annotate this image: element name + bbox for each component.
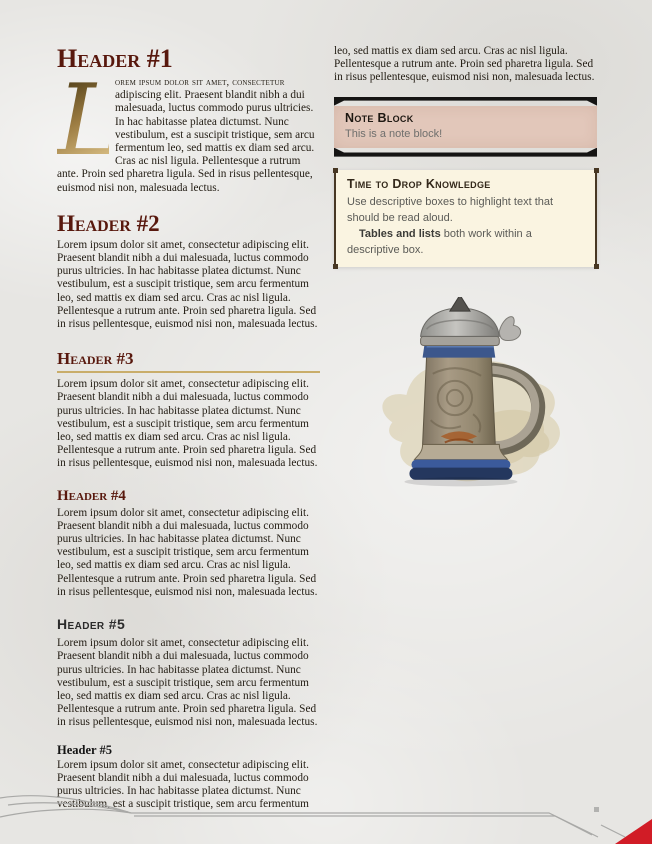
corner-dot-icon	[594, 168, 599, 173]
section-heading: Header #4	[57, 487, 126, 504]
beer-stein-illustration	[360, 297, 572, 499]
section-heading: Header #2	[57, 210, 160, 236]
corner-dot-icon	[594, 264, 599, 269]
section-heading: Header #5	[57, 616, 126, 633]
note-top-bar	[334, 97, 597, 106]
overflow-paragraph: leo, sed mattis ex diam sed arcu. Cras ac nisl ligula. Pellentesque a rutrum ante. Proin sed pharetra ligula. Sed in risus pellentesque, euismod nisi non, malesuada lectus.	[334, 45, 595, 84]
section-paragraph: Lorem ipsum dolor sit amet, consectetur adipiscing elit. Praesent blandit nibh a dui malesuada, luctus commodo purus ultricies. In hac habitasse platea dictumst. Nunc vestibulum, est a suscipit tristique, sem arcu fermentum leo, sed mattis ex diam sed arcu. Cras ac nisl ligula. Pellentesque a rutrum ante. Proin sed pharetra ligula. Sed in risus pellentesque, euismod nisi non, malesuada lectus.	[57, 238, 318, 331]
section-header5-bold	[57, 743, 320, 812]
note-content	[334, 106, 597, 148]
corner-red-triangle	[615, 819, 652, 844]
section-header5	[57, 616, 320, 729]
descriptive-box-body	[347, 194, 584, 258]
left-column	[57, 45, 320, 811]
section-paragraph: Lorem ipsum dolor sit amet, consectetur adipiscing elit. Praesent blandit nibh a dui malesuada, luctus commodo purus ultricies. In hac habitasse platea dictumst. Nunc vestibulum, est a suscipit tristique, sem arcu fermentum leo, sed mattis ex diam sed arcu. Cras ac nisl ligula. Pellentesque a rutrum ante. Proin sed pharetra ligula. Sed in risus pellentesque, euismod nisi non, malesuada lectus.	[57, 378, 318, 470]
section-heading: Header #3	[57, 349, 320, 373]
section-paragraph: Lorem ipsum dolor sit amet, consectetur adipiscing elit. Praesent blandit nibh a dui malesuada, luctus commodo purus ultricies. In hac habitasse platea dictumst. Nunc vestibulum, est a suscipit tristique, sem arcu fermentum leo, sed mattis ex diam sed arcu. Cras ac nisl ligula. Pellentesque a rutrum ante. Proin sed pharetra ligula. Sed in risus pellentesque, euismod nisi non, malesuada lectus.	[57, 506, 318, 598]
note-title: Note Block	[345, 110, 414, 125]
note-block	[334, 97, 597, 157]
descriptive-box-bold: Tables and lists	[359, 227, 441, 240]
section-heading: Header #5	[57, 742, 112, 757]
section-paragraph: Lorem ipsum dolor sit amet, consectetur adipiscing elit. Praesent blandit nibh a dui malesuada, luctus commodo purus ultricies. In hac habitasse platea dictumst. Nunc vestibulum, est a suscipit tristique, sem arcu fermentum leo, sed mattis ex diam sed arcu. Cras ac nisl ligula. Pellentesque a rutrum ante. Proin sed pharetra ligula. Sed in risus pellentesque, euismod nisi non, malesuada lectus.	[57, 637, 318, 729]
section-paragraph: Lorem ipsum dolor sit amet, consectetur adipiscing elit. Praesent blandit nibh a dui malesuada, luctus commodo purus ultricies. In hac habitasse platea dictumst. Nunc vestibulum, est a suscipit tristique, sem arcu fermentum	[57, 758, 309, 811]
right-column	[334, 45, 597, 811]
section-header4	[57, 487, 320, 599]
corner-dot-icon	[333, 264, 338, 269]
descriptive-box-line1: Use descriptive boxes to highlight text that should be read aloud.	[347, 195, 554, 224]
two-column-layout	[57, 45, 597, 811]
drop-cap: L	[57, 64, 123, 178]
note-body: This is a note block!	[345, 127, 443, 140]
section-header3	[57, 349, 320, 470]
corner-dot-icon	[333, 168, 338, 173]
section-header2	[57, 211, 320, 331]
descriptive-box-title: Time to Drop Knowledge	[347, 176, 491, 191]
descriptive-box	[334, 170, 597, 267]
lead-small-caps-text: orem ipsum dolor sit amet, consectetur	[115, 77, 285, 88]
page-title: Header #1	[57, 44, 173, 73]
note-bottom-bar	[334, 148, 597, 157]
lead-paragraph	[57, 64, 320, 195]
descriptive-box-line2: Tables and lists both work within a descriptive box.	[347, 227, 532, 256]
lead-body-text: adipiscing elit. Praesent blandit nibh a dui malesuada, luctus commodo purus ultricies. In hac habitasse platea dictumst. Nunc vestibulum, est a suscipit tristique, sem arcu fermentum leo, sed mattis ex diam sed arcu. Cras ac nisl ligula. Pellentesque a rutrum ante. Proin sed pharetra ligula. Sed in risus pellentesque, euismod nisi non, malesuada lectus.	[57, 89, 315, 194]
